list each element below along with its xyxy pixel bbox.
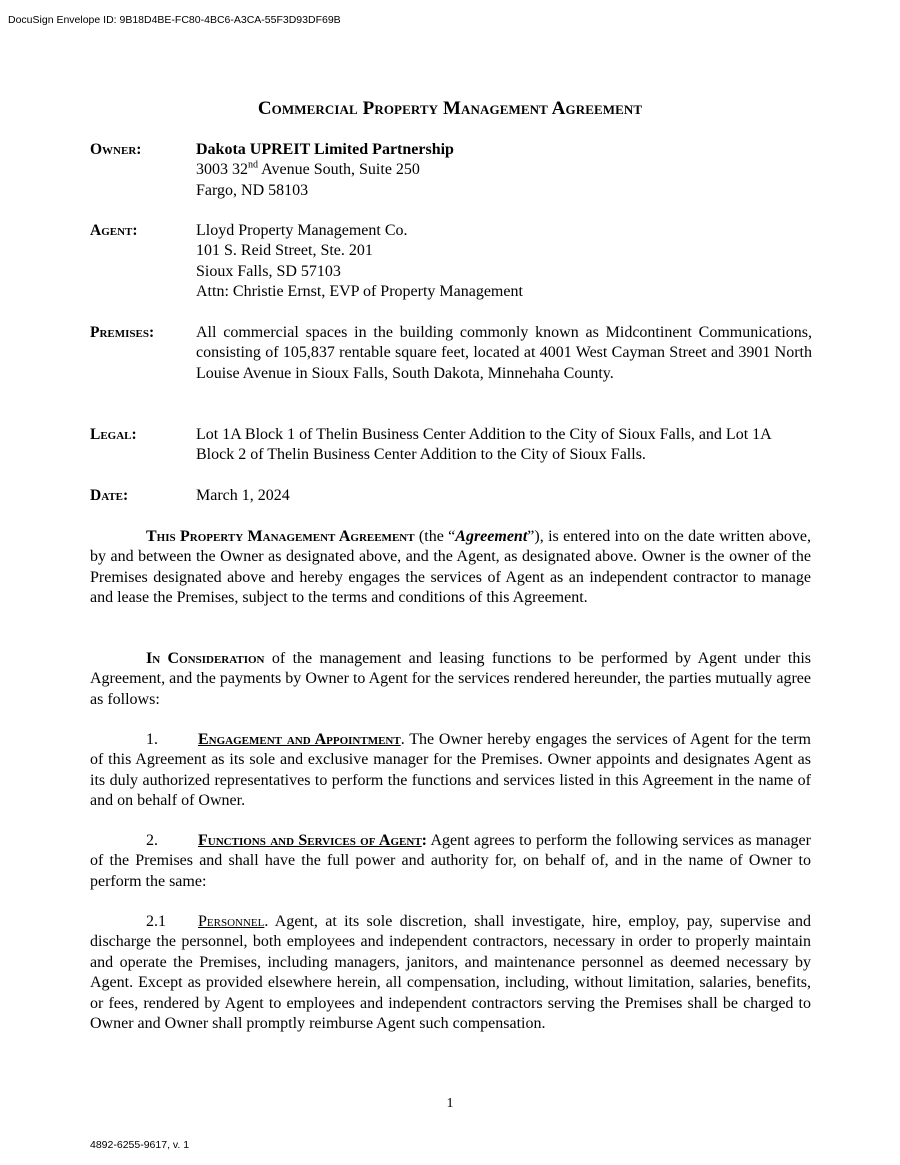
owner-name: Dakota UPREIT Limited Partnership [196, 141, 454, 158]
legal-label: Legal: [90, 426, 137, 443]
agent-block [196, 221, 812, 303]
agent-label: Agent: [90, 222, 138, 239]
owner-address: 3003 32nd Avenue South, Suite 250 [196, 160, 420, 179]
section-2-1: 2.1 Personnel. Agent, at its sole discretion, shall investigate, hire, employ, pay, supervise and discharge the personnel, both employees and independent contractors, necessary in order to properly maintain and operate the Premises, including managers, janitors, and maintenance personnel as deemed necessary by Agent. Except as provided elsewhere herein, all compensation, including, without limitation, salaries, benefits, or fees, rendered by Agent to employees and independent contractors serving the Premises shall be charged to Owner and Owner shall promptly reimburse Agent such compensation. [90, 913, 811, 1033]
premises-text: All commercial spaces in the building commonly known as Midcontinent Communications, consisting of 105,837 rentable square feet, located at 4001 West Cayman Street and 3901 North Louise Avenue in Sioux Falls, South Dakota, Minnehaha County. [196, 324, 812, 382]
owner-block [196, 140, 812, 201]
section-2: 2. Functions and Services of Agent: Agent agrees to perform the following services as manager of the Premises and shall have the full power and authority for, on behalf of, and in the name of Owner to perform the same: [90, 832, 811, 890]
section-1: 1. Engagement and Appointment. The Owner hereby engages the services of Agent for the term of this Agreement as its sole and exclusive manager for the Premises. Owner appoints and designates Agent as its duly authorized representatives to perform the functions and services listed in this Agreement in the name of and on behalf of Owner. [90, 731, 811, 810]
owner-label: Owner: [90, 141, 142, 158]
document-title: Commercial Property Management Agreement [257, 98, 643, 119]
agent-name: Lloyd Property Management Co. [196, 222, 408, 239]
page-number: 1 [446, 1096, 454, 1111]
owner-city: Fargo, ND 58103 [196, 181, 309, 199]
consideration-paragraph: In Consideration of the management and leasing functions to be performed by Agent under this Agreement, and the payments by Owner to Agent for the services rendered hereunder, the parties mutually agree as follows: [90, 650, 812, 708]
legal-text: Lot 1A Block 1 of Thelin Business Center Addition to the City of Sioux Falls, and Lot 1A Block 2 of Thelin Business Center Addition to the City of Sioux Falls. [196, 426, 771, 464]
date-label: Date: [90, 487, 129, 504]
premises-label: Premises: [90, 324, 155, 341]
section-2-1-heading: Personnel [198, 913, 265, 930]
agent-city: Sioux Falls, SD 57103 [196, 262, 341, 280]
section-1-heading: Engagement and Appointment [198, 731, 401, 748]
docusign-envelope-id: DocuSign Envelope ID: 9B18D4BE-FC80-4BC6-A3CA-55F3D93DF69B [8, 14, 341, 26]
agent-street: 101 S. Reid Street, Ste. 201 [196, 242, 373, 260]
section-2-heading: Functions and Services of Agent [198, 832, 422, 849]
document-id: 4892-6255-9617, v. 1 [90, 1139, 190, 1151]
date-value: March 1, 2024 [196, 487, 290, 504]
agent-attn: Attn: Christie Ernst, EVP of Property Management [196, 283, 523, 301]
intro-paragraph: This Property Management Agreement (the “Agreement”), is entered into on the date written above, by and between the Owner as designated above, and the Agent, as designated above. Owner is the owner of the Premises designated above and hereby engages the services of Agent as an independent contractor to manage and lease the Premises, subject to the terms and conditions of this Agreement. [90, 528, 811, 607]
